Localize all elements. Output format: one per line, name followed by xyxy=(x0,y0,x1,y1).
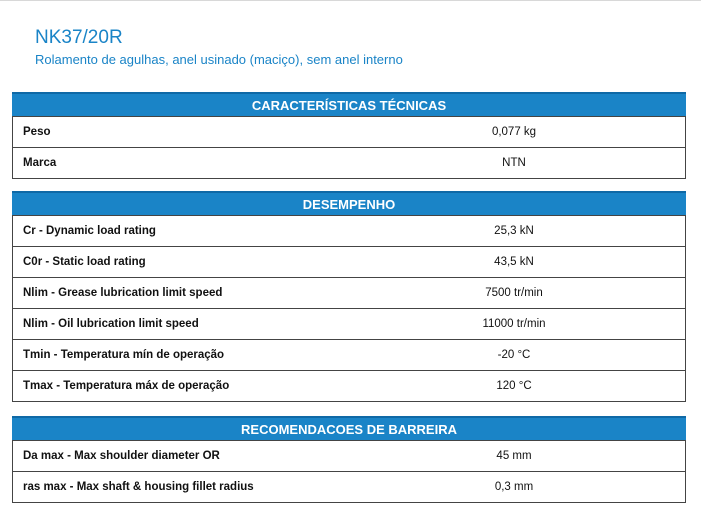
row-value: 43,5 kN xyxy=(494,256,534,268)
spec-table xyxy=(12,215,686,402)
product-description: Rolamento de agulhas, anel usinado (maciço), sem anel interno xyxy=(35,52,403,67)
row-value: -20 °C xyxy=(497,349,531,361)
row-label: Tmin - Temperatura mín de operação xyxy=(23,349,225,361)
table-row xyxy=(13,440,685,471)
table-row xyxy=(13,215,685,246)
row-label: C0r - Static load rating xyxy=(23,256,146,268)
row-label: Peso xyxy=(23,126,51,138)
row-value: 7500 tr/min xyxy=(485,287,543,299)
row-value: 25,3 kN xyxy=(494,225,534,237)
section-header: CARACTERÍSTICAS TÉCNICAS xyxy=(12,92,686,116)
table-row xyxy=(13,339,685,370)
row-value: 45 mm xyxy=(496,450,532,462)
table-row xyxy=(13,246,685,277)
spec-table xyxy=(12,116,686,179)
section-header: RECOMENDACOES DE BARREIRA xyxy=(12,416,686,440)
row-value: NTN xyxy=(502,157,526,169)
row-value: 0,077 kg xyxy=(491,126,537,138)
section-performance xyxy=(12,191,686,402)
row-label: Marca xyxy=(23,157,57,169)
table-row xyxy=(13,471,685,502)
table-row xyxy=(13,277,685,308)
row-value: 120 °C xyxy=(496,380,532,392)
section-technical-characteristics xyxy=(12,92,686,179)
product-code: NK37/20R xyxy=(35,27,123,48)
row-label: Cr - Dynamic load rating xyxy=(23,225,156,237)
row-label: Tmax - Temperatura máx de operação xyxy=(23,380,230,392)
table-row xyxy=(13,147,685,178)
row-label: ras max - Max shaft & housing fillet radius xyxy=(23,481,254,493)
table-row xyxy=(13,370,685,401)
row-value: 11000 tr/min xyxy=(482,318,546,330)
product-header xyxy=(35,27,435,68)
row-label: Da max - Max shoulder diameter OR xyxy=(23,450,220,462)
spec-table xyxy=(12,440,686,503)
row-label: Nlim - Grease lubrication limit speed xyxy=(23,287,223,299)
section-barrier-recommendations xyxy=(12,416,686,503)
row-value: 0,3 mm xyxy=(494,481,534,493)
section-header: DESEMPENHO xyxy=(12,191,686,215)
table-row xyxy=(13,308,685,339)
row-label: Nlim - Oil lubrication limit speed xyxy=(23,318,199,330)
table-row xyxy=(13,116,685,147)
